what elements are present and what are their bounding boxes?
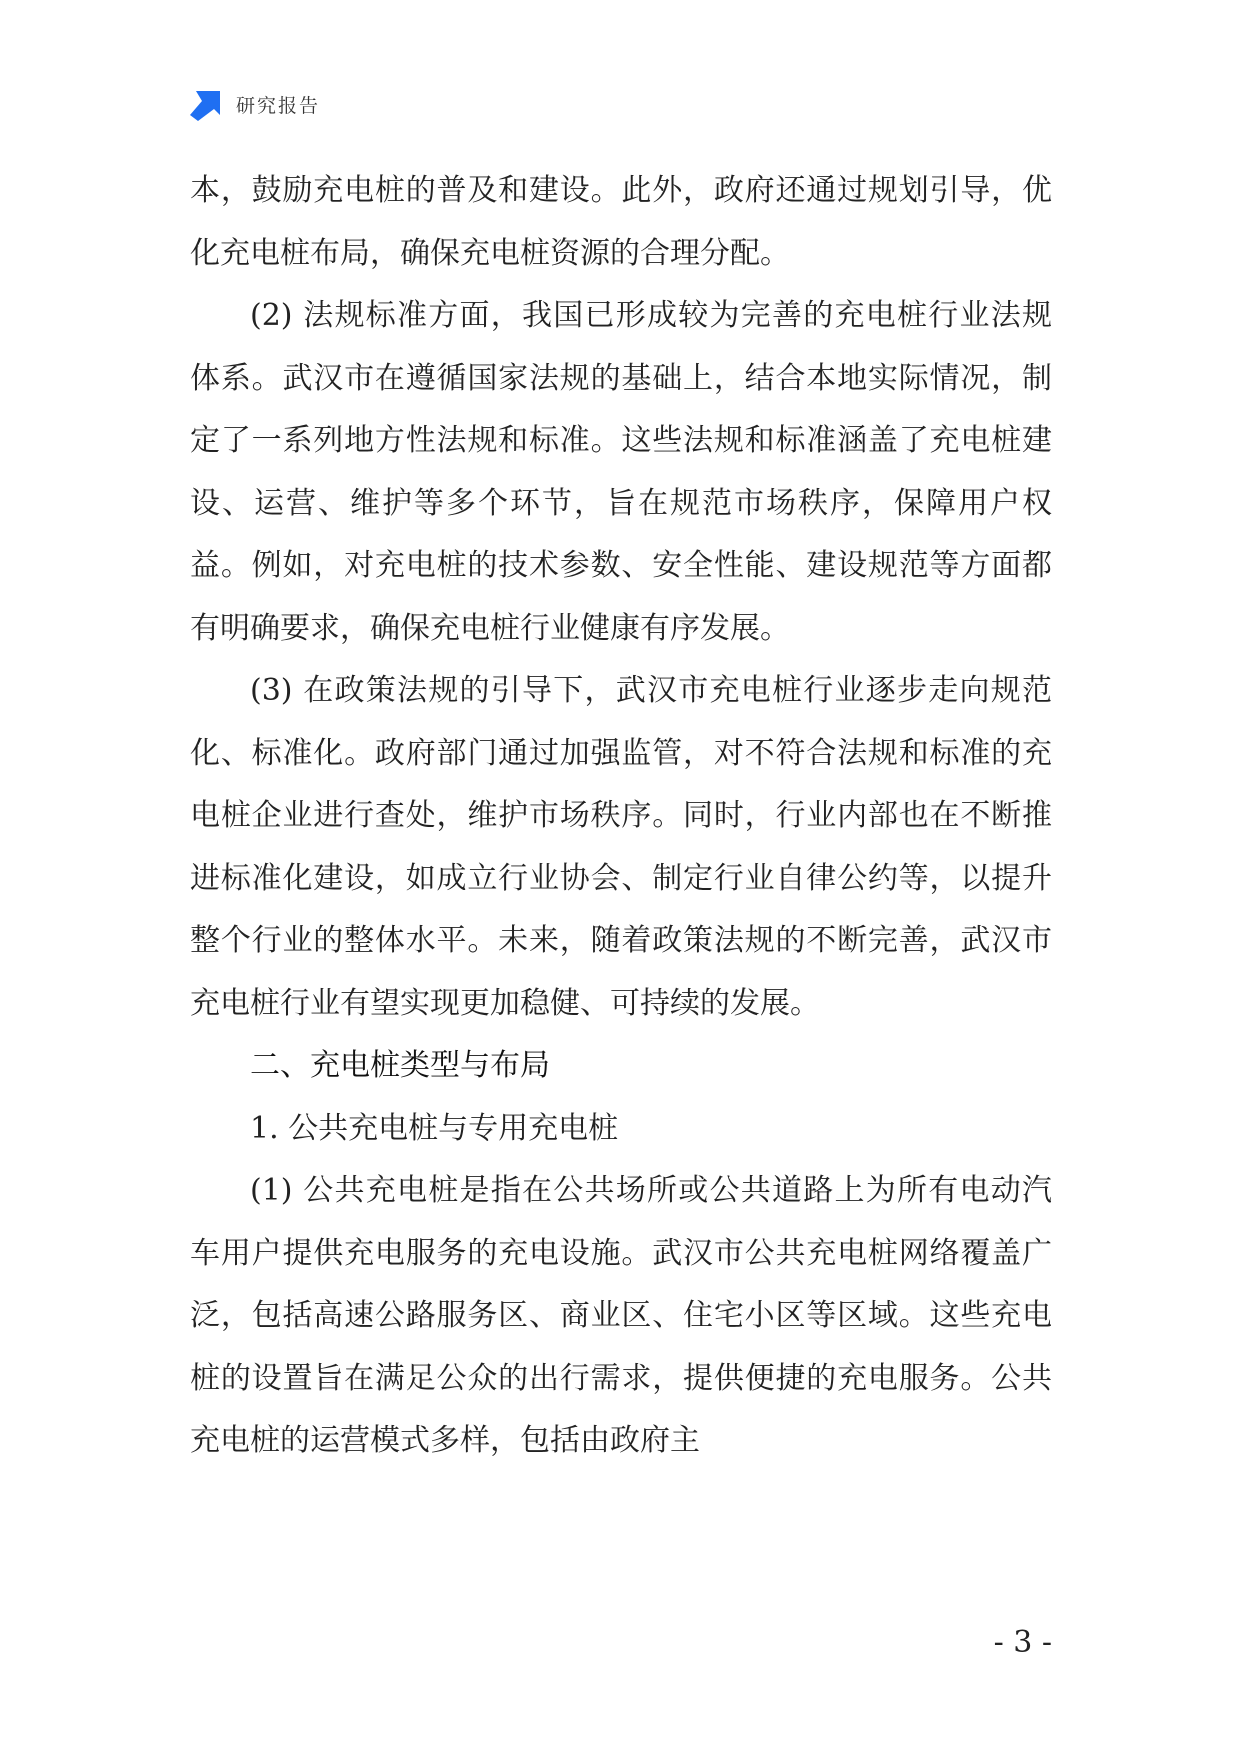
paragraph-policy-guidance: (3) 在政策法规的引导下，武汉市充电桩行业逐步走向规范化、标准化。政府部门通过加强监管，对不符合法规和标准的充电桩企业进行查处，维护市场秩序。同时，行业内部也在不断推进标准化建设，如成立行业协会、制定行业自律公约等，以提升整个行业的整体水平。未来，随着政策法规的不断完善，武汉市充电桩行业有望实现更加稳健、可持续的发展。 bbox=[190, 673, 1052, 1021]
paragraph-regulations-standards: (2) 法规标准方面，我国已形成较为完善的充电桩行业法规体系。武汉市在遵循国家法规的基础上，结合本地实际情况，制定了一系列地方性法规和标准。这些法规和标准涵盖了充电桩建设、运营、维护等多个环节，旨在规范市场秩序，保障用户权益。例如，对充电桩的技术参数、安全性能、建设规范等方面都有明确要求，确保充电桩行业健康有序发展。 bbox=[190, 298, 1052, 646]
section-heading: 二、充电桩类型与布局 bbox=[250, 1048, 550, 1083]
paragraph-public-charging: (1) 公共充电桩是指在公共场所或公共道路上为所有电动汽车用户提供充电服务的充电设施。武汉市公共充电桩网络覆盖广泛，包括高速公路服务区、商业区、住宅小区等区域。这些充电桩的设置旨在满足公众的出行需求，提供便捷的充电服务。公共充电桩的运营模式多样，包括由政府主 bbox=[190, 1173, 1052, 1458]
paragraph-continued: 本，鼓励充电桩的普及和建设。此外，政府还通过规划引导，优化充电桩布局，确保充电桩资源的合理分配。 bbox=[190, 173, 1052, 271]
document-body bbox=[190, 160, 1052, 1473]
arrow-up-right-icon bbox=[190, 87, 224, 121]
page-number: - 3 - bbox=[993, 1625, 1052, 1660]
report-header bbox=[190, 86, 320, 122]
header-title: 研究报告 bbox=[236, 94, 321, 117]
subsection-heading: 1. 公共充电桩与专用充电桩 bbox=[250, 1110, 619, 1146]
